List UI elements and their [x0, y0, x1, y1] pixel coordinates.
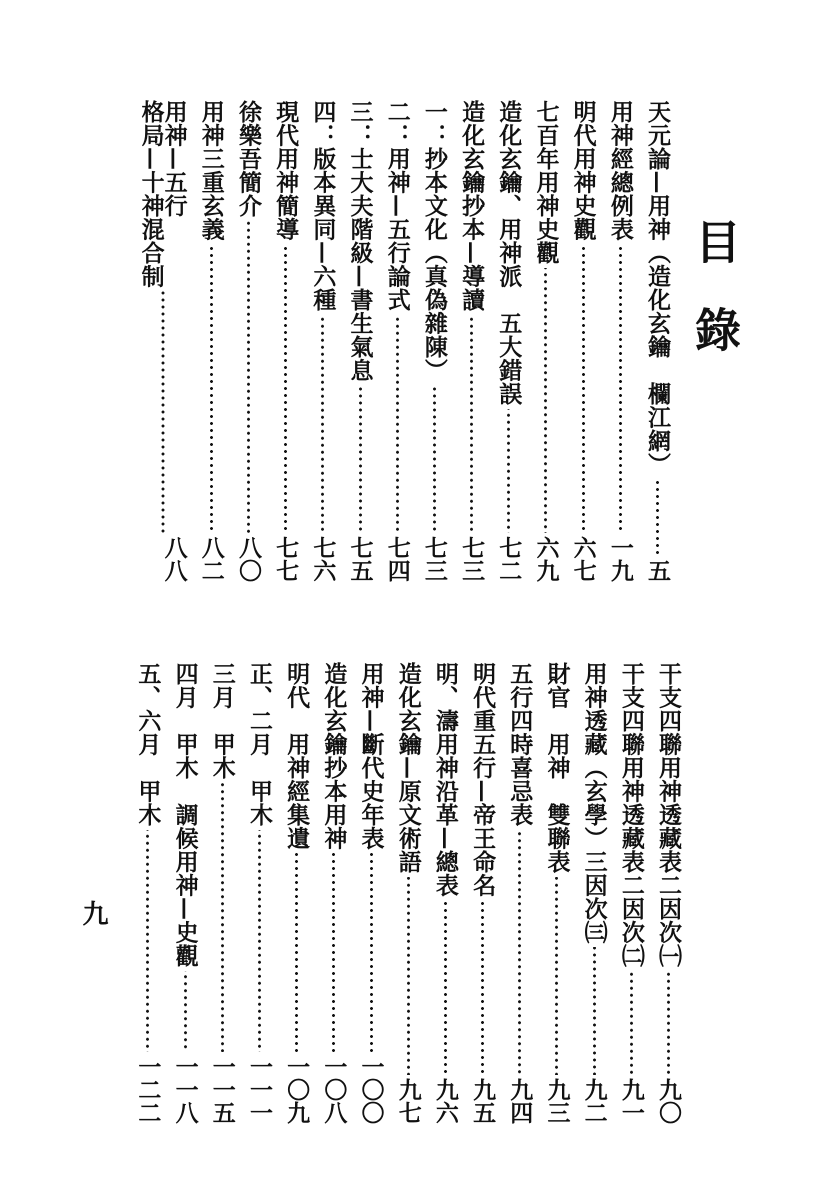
- toc-entry-title: 用神—五行 格局—十神混合制: [137, 100, 188, 288]
- dot-leader: [322, 853, 345, 1052]
- toc-entry-page: 五: [644, 559, 671, 582]
- toc-entry-page: 八二: [197, 536, 225, 582]
- toc-entry: [569, 100, 597, 582]
- dot-leader: [397, 877, 420, 1076]
- toc-entry: [532, 100, 560, 582]
- toc-entry-title: 明代重五行—帝王命名: [469, 662, 497, 897]
- toc-entry-page: 七六: [309, 536, 337, 582]
- page-title: 目錄: [688, 218, 742, 394]
- toc-entry-title: 徐樂吾簡介: [234, 100, 262, 218]
- dot-leader: [657, 971, 680, 1076]
- dot-leader: [646, 479, 669, 556]
- dot-leader: [200, 244, 223, 533]
- toc-entry: [197, 100, 225, 582]
- toc-entry-title: 五行四時喜忌表: [506, 662, 534, 827]
- dot-leader: [508, 830, 531, 1076]
- dot-leader: [140, 291, 186, 533]
- dot-leader: [423, 385, 446, 533]
- toc-entry-title: 造化玄鑰抄本用神: [320, 662, 348, 850]
- dot-leader: [620, 971, 643, 1076]
- toc-entry: [394, 662, 422, 1124]
- toc-entry-page: 九五: [469, 1078, 497, 1124]
- toc-entry-page: 一〇九: [283, 1055, 311, 1124]
- toc-entry-page: 九三: [543, 1078, 571, 1124]
- toc-entry-title: 用神經總例表: [606, 100, 634, 241]
- toc-entry-title: 干支四聯用神透藏表二因次㈡: [617, 662, 645, 968]
- toc-entry-page: 一一一: [245, 1055, 273, 1124]
- dot-leader: [386, 315, 409, 534]
- dot-leader: [460, 315, 483, 534]
- toc-entry-title: 明代 用神經集遺: [283, 662, 311, 850]
- dot-leader: [311, 315, 334, 534]
- toc-entry-page: 九〇: [655, 1078, 682, 1124]
- toc-entry-page: 七三: [420, 536, 448, 582]
- toc-entry: [469, 662, 497, 1124]
- toc-entry-page: 七四: [383, 536, 411, 582]
- dot-leader: [545, 877, 568, 1076]
- toc-entry-page: 九二: [580, 1078, 608, 1124]
- toc-entry: [309, 100, 337, 582]
- toc-entry-page: 八〇: [234, 536, 262, 582]
- toc-entry-page: 一一五: [208, 1055, 236, 1124]
- dot-leader: [572, 244, 595, 533]
- toc-entry: [506, 662, 534, 1124]
- toc-entry: [357, 662, 385, 1124]
- toc-entry: [543, 662, 571, 1124]
- toc-entry-page: 七五: [346, 536, 374, 582]
- toc-entry: [272, 100, 300, 582]
- dot-leader: [360, 853, 383, 1052]
- toc-entry-page: 七三: [458, 536, 486, 582]
- toc-entry: [606, 100, 634, 582]
- dot-leader: [136, 830, 159, 1053]
- toc-entry: [431, 662, 459, 1124]
- toc-entry-title: 五、六月 甲木: [134, 662, 162, 827]
- toc-entry: [283, 662, 311, 1124]
- toc-entry-title: 二：用神—五行論式: [383, 100, 411, 312]
- toc-entry-title: 一：抄本文化（真偽雜陳）: [420, 100, 448, 382]
- toc-entry-title: 造化玄鑰抄本—導讀: [458, 100, 486, 312]
- dot-leader: [211, 783, 234, 1053]
- toc-entry-page: 六九: [532, 536, 560, 582]
- dot-leader: [609, 244, 632, 533]
- toc-entry-title: 三：士大夫階級—書生氣息: [346, 100, 374, 382]
- toc-entry-page: 一九: [606, 536, 634, 582]
- toc-entry: [646, 100, 669, 582]
- toc-entry: [617, 662, 645, 1124]
- toc-entry-page: 一二二: [134, 1055, 162, 1124]
- toc-entry: [245, 662, 273, 1124]
- toc-entry-title: 明、濤用神沿革—總表: [431, 662, 459, 897]
- toc-entry-page: 一〇八: [320, 1055, 348, 1124]
- toc-entry: [234, 100, 262, 582]
- toc-entry-title: 現代用神簡導: [272, 100, 300, 241]
- dot-leader: [583, 947, 606, 1075]
- toc-entry: [657, 662, 680, 1124]
- toc-entry-title: 用神—斷代史年表: [357, 662, 385, 850]
- toc-entry-title: 造化玄鑰、用神派 五大錯誤: [495, 100, 523, 406]
- toc-entry: [458, 100, 486, 582]
- dot-leader: [471, 900, 494, 1075]
- toc-entry: [580, 662, 608, 1124]
- toc-entry: [420, 100, 448, 582]
- toc-entry-page: 七二: [495, 536, 523, 582]
- toc-entry: [320, 662, 348, 1124]
- toc-entry-page: 七七: [272, 536, 300, 582]
- toc-entry: [171, 662, 199, 1124]
- toc-entry-title: 財官 用神 雙聯表: [543, 662, 571, 874]
- toc-entry: [134, 662, 162, 1124]
- toc-entry-page: 一〇〇: [357, 1055, 385, 1124]
- toc-entry-page: 九一: [617, 1078, 645, 1124]
- toc-entry: [208, 662, 236, 1124]
- toc-entry-title: 七百年用神史觀: [532, 100, 560, 265]
- toc-entry-title: 三月 甲木: [208, 662, 236, 780]
- toc-entry-title: 用神三重玄義: [197, 100, 225, 241]
- dot-leader: [349, 385, 372, 533]
- toc-upper: [125, 100, 669, 582]
- toc-entry-title: 四月 甲木 調候用神—史觀: [171, 662, 199, 968]
- toc-entry-title: 正、二月 甲木: [245, 662, 273, 827]
- toc-entry-page: 九四: [506, 1078, 534, 1124]
- dot-leader: [274, 244, 297, 533]
- toc-entry-page: 九七: [394, 1078, 422, 1124]
- toc-lower: [122, 662, 680, 1124]
- toc-entry: [346, 100, 374, 582]
- toc-entry-title: 干支四聯用神透藏表二因次㈠: [655, 662, 682, 968]
- toc-entry-title: 天元論—用神（造化玄鑰 欄江網）: [644, 100, 671, 476]
- toc-entry-title: 明代用神史觀: [569, 100, 597, 241]
- toc-entry: [137, 100, 188, 582]
- dot-leader: [174, 971, 197, 1053]
- toc-entry: [383, 100, 411, 582]
- dot-leader: [248, 830, 271, 1053]
- toc-entry-title: 用神透藏（玄學）三因次㈢: [580, 662, 608, 944]
- toc-entry-title: 造化玄鑰—原文術語: [394, 662, 422, 874]
- dot-leader: [285, 853, 308, 1052]
- dot-leader: [434, 900, 457, 1075]
- toc-entry: [495, 100, 523, 582]
- toc-entry-page: 八八: [160, 536, 188, 582]
- toc-entry-page: 九六: [431, 1078, 459, 1124]
- page-number: 九: [78, 900, 108, 926]
- dot-leader: [497, 409, 520, 534]
- dot-leader: [237, 221, 260, 534]
- toc-entry-page: 一一八: [171, 1055, 199, 1124]
- dot-leader: [534, 268, 557, 534]
- toc-entry-title: 四：版本異同—六種: [309, 100, 337, 312]
- toc-entry-page: 六七: [569, 536, 597, 582]
